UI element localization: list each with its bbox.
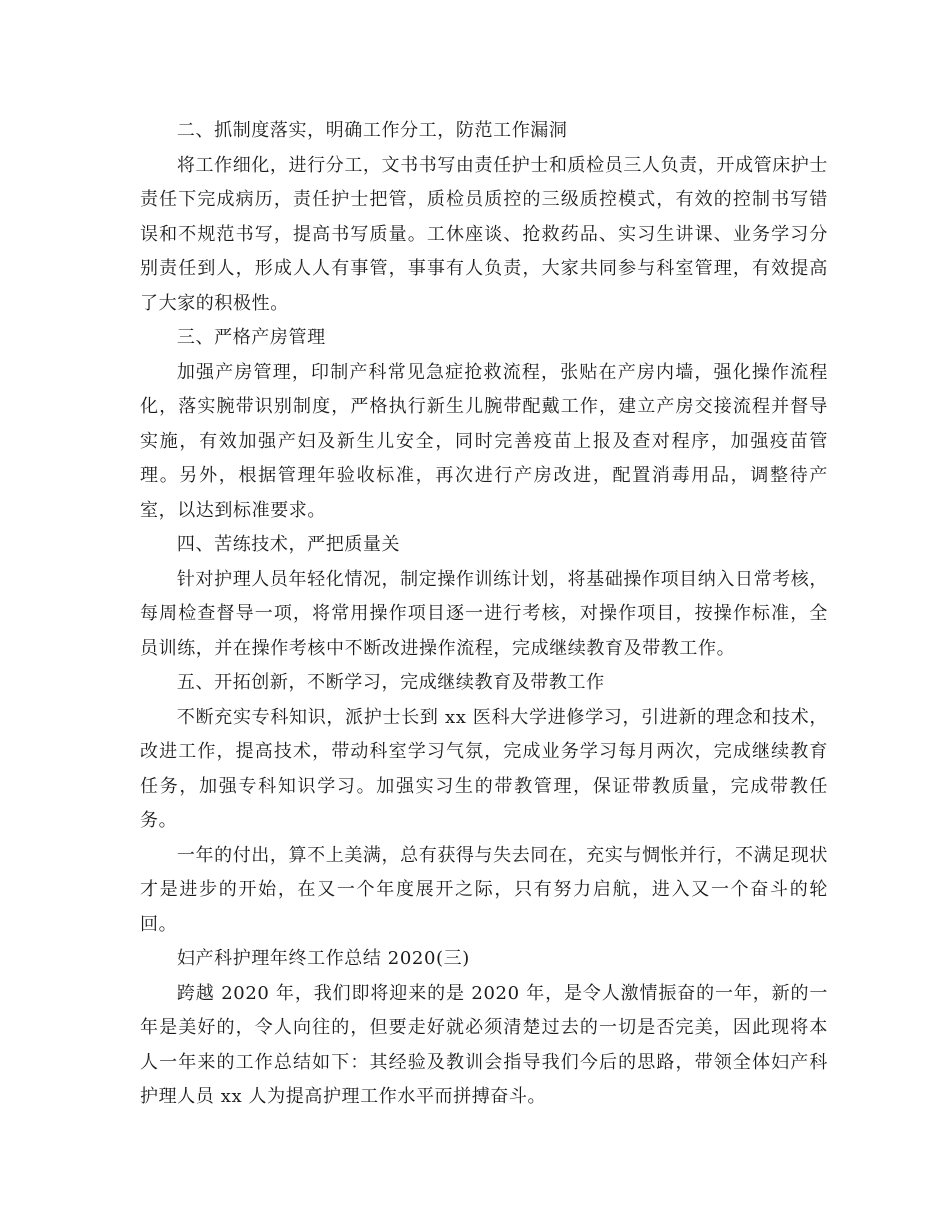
section-heading-2: 二、抓制度落实，明确工作分工，防范工作漏洞 — [176, 120, 568, 141]
paragraph: 将工作细化，进行分工，文书书写由责任护士和质检员三人负责，开成管床护士责任下完成病历，责任护士把管，质检员质控的三级质控模式，有效的控制书写错误和不规范书写，提高书写质量。工休座谈、抢救药品、实习生讲课、业务学习分别责任到人，形成人人有事管，事事有人负责，大家共同参与科室管理，有效提高了大家的积极性。 — [140, 154, 828, 314]
paragraph: 加强产房管理，印制产科常见急症抢救流程，张贴在产房内墙，强化操作流程化，落实腕带识别制度，严格执行新生儿腕带配戴工作，建立产房交接流程并督导实施，有效加强产妇及新生儿安全，同时完善疫苗上报及查对程序，加强疫苗管理。另外，根据管理年验收标准，再次进行产房改进，配置消毒用品，调整待产室，以达到标准要求。 — [140, 361, 828, 521]
paragraph: 针对护理人员年轻化情况，制定操作训练计划，将基础操作项目纳入日常考核，每周检查督导一项，将常用操作项目逐一进行考核，对操作项目，按操作标准，全员训练，并在操作考核中不断改进操作流程，完成继续教育及带教工作。 — [140, 568, 828, 659]
paragraph: 跨越 2020 年，我们即将迎来的是 2020 年，是令人激情振奋的一年，新的一年是美好的，令人向往的，但要走好就必须清楚过去的一切是否完美，因此现将本人一年来的工作总结如下：其经验及教训会指导我们今后的思路，带领全体妇产科护理人员 xx 人为提高护理工作水平而拼搏奋斗。 — [140, 982, 828, 1107]
paragraph: 一年的付出，算不上美满，总有获得与失去同在，充实与惆怅并行，不满足现状才是进步的开始，在又一个年度展开之际，只有努力启航，进入又一个奋斗的轮回。 — [140, 844, 828, 935]
section-heading-3: 三、严格产房管理 — [176, 327, 326, 348]
paragraph: 不断充实专科知识，派护士长到 xx 医科大学进修学习，引进新的理念和技术，改进工作，提高技术，带动科室学习气氛，完成业务学习每月两次，完成继续教育任务，加强专科知识学习。加强实习生的带教管理，保证带教质量，完成带教任务。 — [140, 706, 828, 831]
section-heading-5: 五、开拓创新，不断学习，完成继续教育及带教工作 — [176, 672, 605, 693]
section-heading-4: 四、苦练技术，严把质量关 — [176, 534, 401, 555]
document-body — [140, 114, 828, 1115]
document-subtitle: 妇产科护理年终工作总结 2020(三) — [176, 948, 470, 969]
